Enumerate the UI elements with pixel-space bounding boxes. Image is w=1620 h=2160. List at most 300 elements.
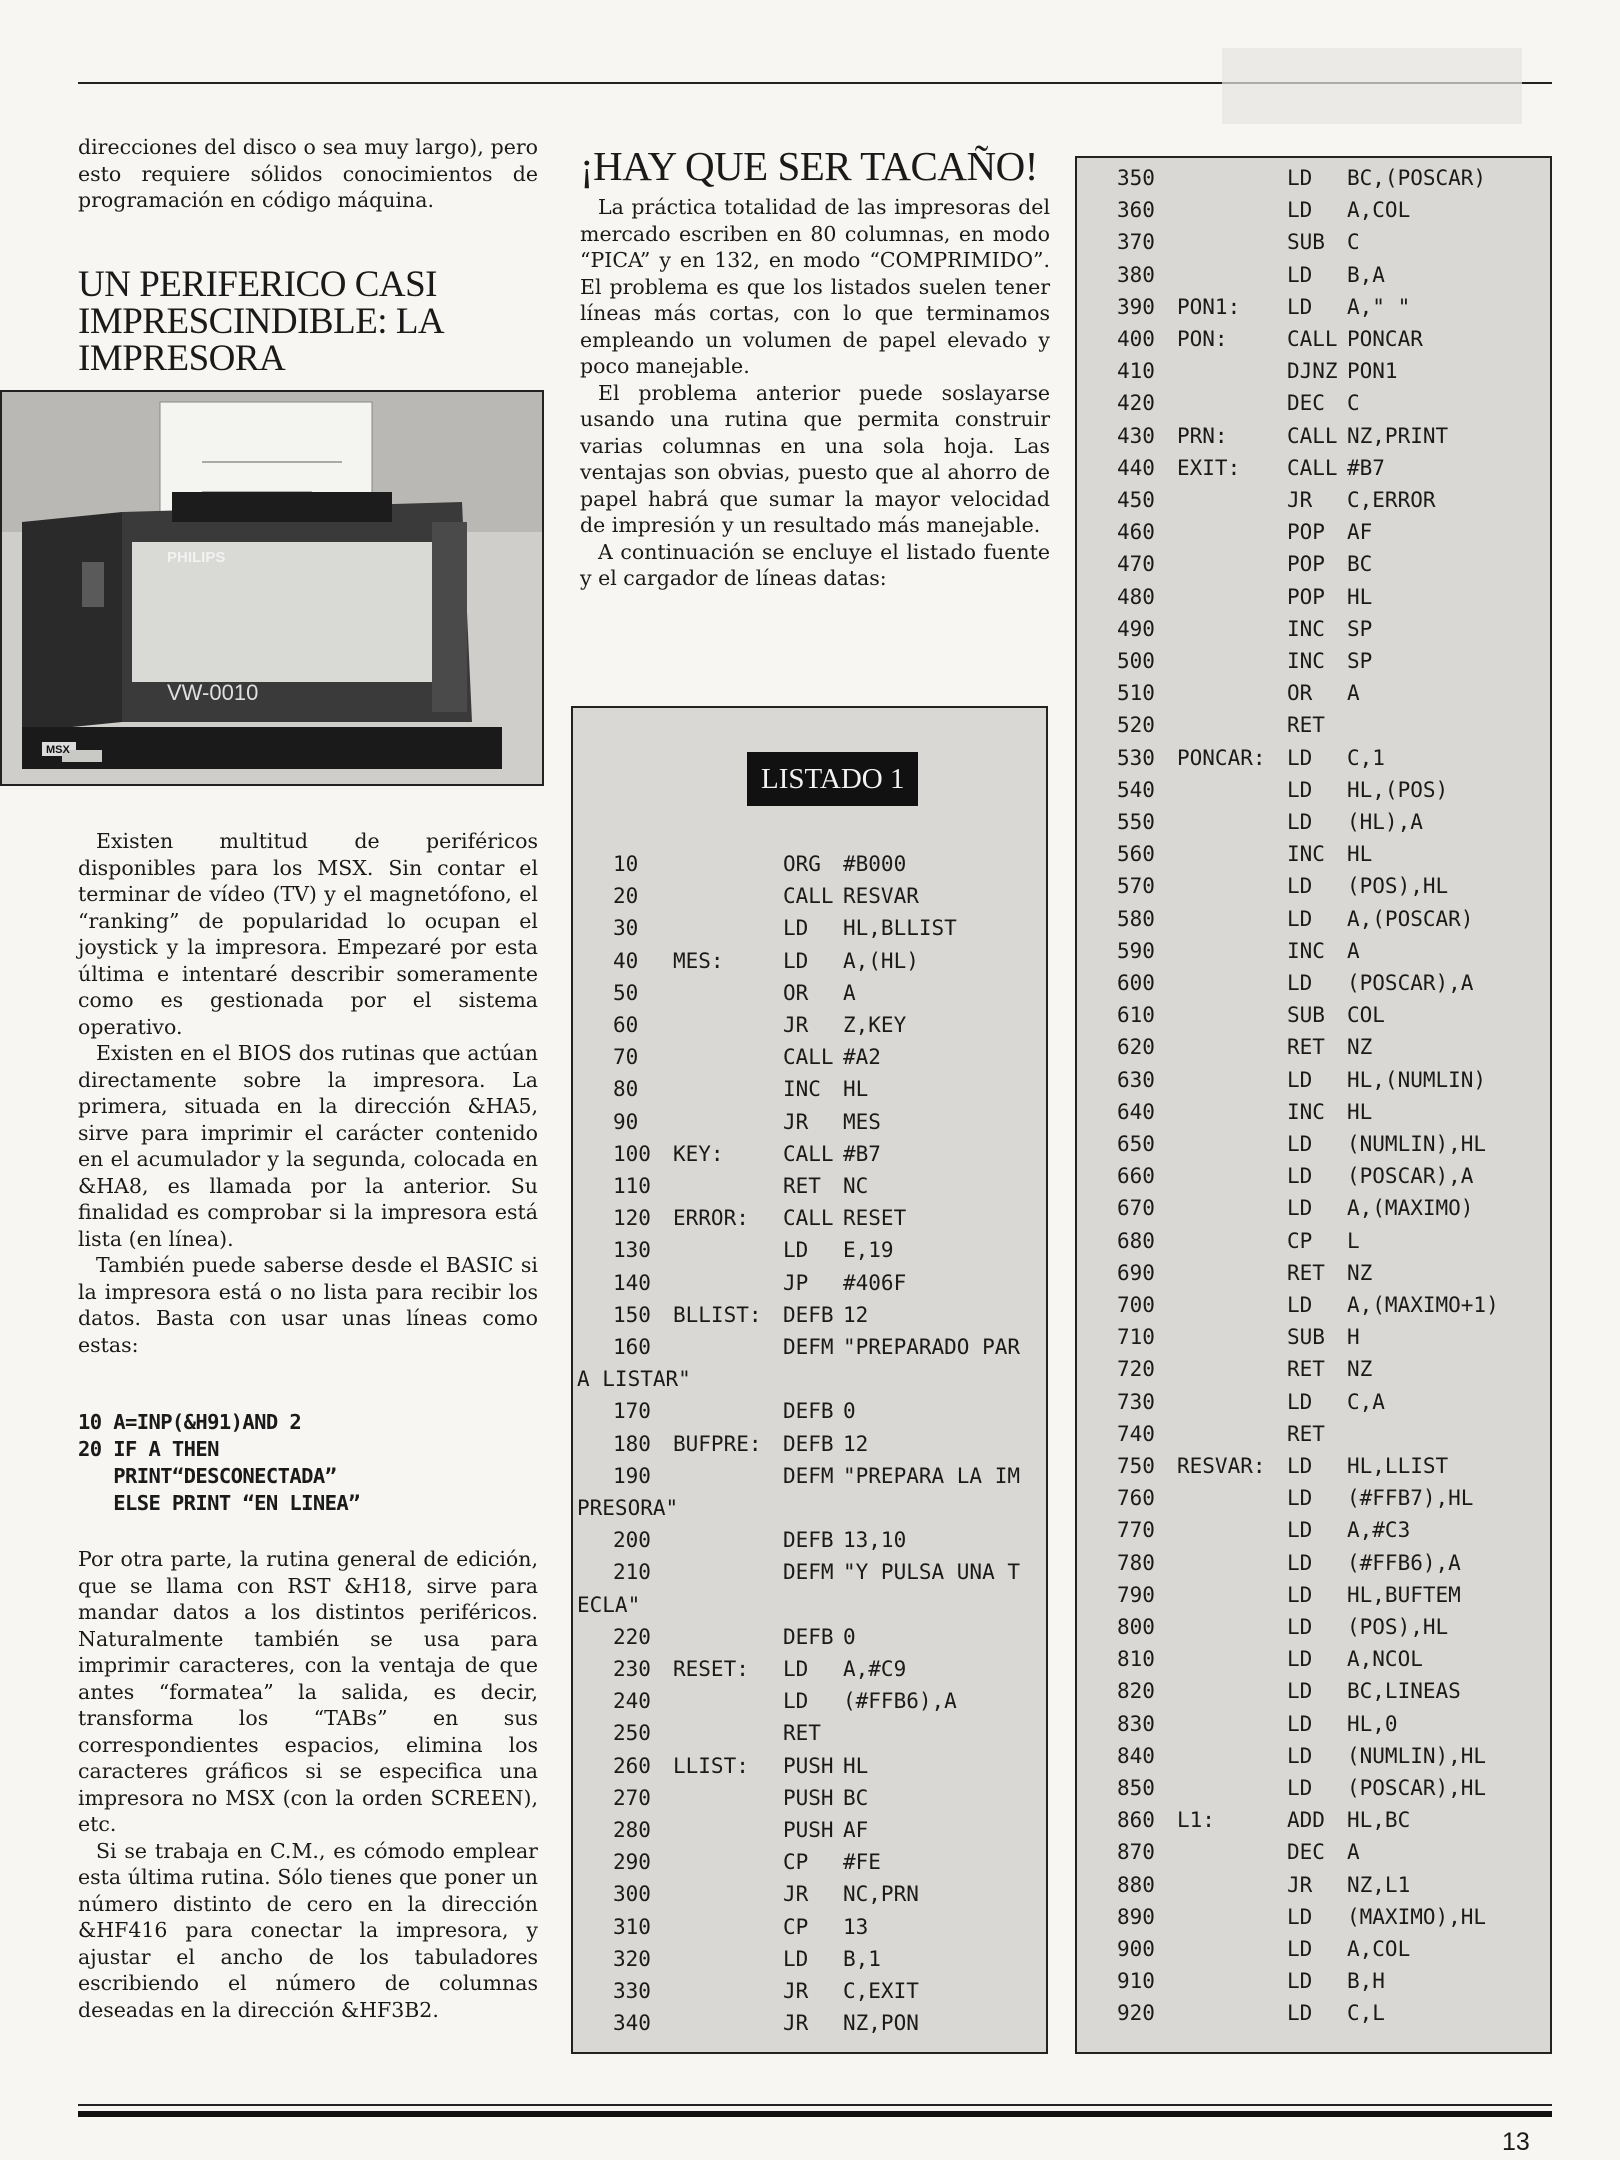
line-label: RESVAR: [1177,1454,1266,1478]
line-number: 680 [1117,1228,1155,1253]
line-number: 110 [613,1174,651,1198]
line-opcode: RET [1287,1421,1325,1446]
line-operand: A,(POSCAR) [1347,906,1474,931]
line-number: 750 [1117,1454,1155,1478]
code-listing-line [1077,967,1550,999]
line-operand: BC [843,1785,869,1810]
line-operand: 0 [843,1624,856,1649]
line-number: 910 [1117,1969,1155,1994]
line-label: KEY: [673,1141,724,1166]
line-opcode: LD [1287,1067,1313,1092]
code-listing-line [1077,1128,1550,1160]
line-number: 20 [613,884,639,909]
line-opcode: POP [1287,520,1325,545]
line-opcode: SUB [1287,1003,1325,1028]
code-listing-line [1077,1031,1550,1063]
line-operand: SP [1347,616,1373,641]
left-body-text [78,828,538,1358]
line-operand: C [1347,391,1360,416]
line-operand: C,ERROR [1347,488,1436,512]
line-operand: (#FFB6),A [1347,1550,1461,1575]
code-listing-line [573,1106,1046,1138]
line-opcode: CALL [783,1045,834,1070]
line-opcode: LD [783,916,809,941]
line-opcode: LD [783,1946,809,1971]
code-listing-line [573,1589,1046,1621]
line-opcode: CALL [1287,327,1338,351]
printer-model: VW-0010 [167,680,259,705]
line-operand: HL [1347,584,1373,609]
line-operand: C,EXIT [843,1979,919,2003]
section-tag-faded [1222,48,1522,124]
line-number: 830 [1117,1711,1155,1736]
line-operand: C [1347,230,1360,255]
line-opcode: ADD [1287,1808,1325,1833]
line-opcode: LD [1287,1969,1313,1994]
line-number: 450 [1117,488,1155,512]
code-listing-line [1077,742,1550,774]
code-listing-line [1077,194,1550,226]
line-number: 180 [613,1431,651,1456]
line-opcode: RET [1287,1260,1325,1285]
line-operand: 12 [843,1302,869,1327]
line-operand: 13 [843,1914,869,1939]
code-listing-line [573,1750,1046,1782]
line-opcode: INC [1287,616,1325,641]
body-paragraph: Existen en el BIOS dos rutinas que actúan directamente sobre la impresora. La primera, situada en la dirección &HA5, sirve para imprimir el carácter contenido en el acumulador y la segunda, colocada en &HA8, es llamada por la anterior. Su finalidad es comprobar si la impresora está lista (en línea). [78,1041,538,1251]
line-label: PON1: [1177,294,1241,319]
line-number: 320 [613,1946,651,1971]
line-number: 570 [1117,874,1155,899]
line-number: 920 [1117,2001,1155,2026]
line-opcode: ORG [783,852,821,876]
line-opcode: PUSH [783,1818,834,1842]
line-label: PRN: [1177,423,1228,448]
code-listing-line [1077,1965,1550,1997]
line-opcode: LD [1287,166,1313,190]
line-opcode: CALL [1287,455,1338,480]
code-listing-line [1077,838,1550,870]
code-listing-line [1077,1547,1550,1579]
line-opcode: RET [1287,1357,1325,1382]
line-operand: B,1 [843,1946,881,1971]
line-operand: A,(MAXIMO) [1347,1196,1474,1221]
line-number: A LISTAR" [577,1367,691,1392]
line-operand: L [1347,1228,1360,1253]
line-opcode: LD [1287,1711,1313,1736]
line-opcode: LD [1287,1132,1313,1156]
listing-title: LISTADO 1 [747,752,918,806]
line-opcode: DEFM [783,1560,834,1585]
line-number: 70 [613,1045,639,1070]
line-number: 890 [1117,1904,1155,1929]
code-listing-line [1077,452,1550,484]
code-listing-line [1077,1225,1550,1257]
line-operand: AF [1347,520,1373,545]
line-opcode: LD [1287,971,1313,995]
line-operand: BC [1347,552,1373,577]
code-listing-line [1077,1160,1550,1192]
line-number: 130 [613,1238,651,1263]
code-listing-line [573,1846,1046,1878]
code-listing-line [1077,516,1550,548]
code-listing-line [1077,1482,1550,1514]
line-opcode: DEFB [783,1624,834,1649]
line-opcode: DEFM [783,1463,834,1488]
line-number: 250 [613,1721,651,1746]
code-listing-line [573,1234,1046,1266]
line-number: 730 [1117,1389,1155,1414]
line-opcode: CALL [783,1206,834,1231]
line-number: 520 [1117,713,1155,738]
code-listing-line [573,1299,1046,1331]
line-number: 120 [613,1206,651,1231]
code-listing-line [1077,162,1550,194]
line-operand: SP [1347,649,1373,673]
line-operand: (NUMLIN),HL [1347,1132,1487,1156]
line-number: 220 [613,1624,651,1649]
line-number: 800 [1117,1615,1155,1639]
code-listing-line [1077,1064,1550,1096]
line-number: 200 [613,1528,651,1553]
code-listing-line [1077,1869,1550,1901]
code-listing-line [1077,1096,1550,1128]
code-listing-line [1077,774,1550,806]
listing-2-panel [1075,156,1552,2054]
code-listing-line [1077,645,1550,677]
line-opcode: DEFB [783,1399,834,1424]
line-operand: NZ [1347,1035,1373,1060]
line-opcode: LD [1287,198,1313,223]
basic-code-example [78,1409,538,1517]
line-operand: (POSCAR),A [1347,971,1474,995]
bottom-rule-thick [78,2111,1552,2117]
line-number: 430 [1117,423,1155,448]
intro-paragraph-block [78,134,538,214]
line-number: 540 [1117,777,1155,802]
line-number: 440 [1117,455,1155,480]
line-number: 720 [1117,1357,1155,1382]
line-number: 210 [613,1560,651,1585]
line-number: 390 [1117,294,1155,319]
line-number: 700 [1117,1293,1155,1317]
line-opcode: OR [783,980,809,1005]
line-number: 410 [1117,359,1155,384]
line-operand: NZ,PRINT [1347,423,1449,448]
line-number: 40 [613,948,639,973]
line-opcode: CP [1287,1228,1313,1253]
line-number: 190 [613,1463,651,1488]
code-listing-line [1077,355,1550,387]
code-listing-line [573,1267,1046,1299]
line-number: 630 [1117,1067,1155,1092]
line-opcode: INC [1287,938,1325,963]
line-operand: (MAXIMO),HL [1347,1904,1487,1929]
line-operand: (POSCAR),A [1347,1164,1474,1189]
line-number: 550 [1117,810,1155,834]
section-heading-tacano: ¡HAY QUE SER TACAÑO! [580,143,1038,189]
code-listing-line [573,848,1046,880]
code-listing-line [1077,1836,1550,1868]
line-operand: 13,10 [843,1528,907,1553]
code-listing-line [1077,709,1550,741]
line-number: ECLA" [577,1592,641,1617]
code-listing-line [1077,935,1550,967]
line-opcode: RET [1287,1035,1325,1060]
line-opcode: LD [1287,906,1313,931]
line-opcode: DJNZ [1287,359,1338,384]
line-label: L1: [1177,1808,1215,1833]
line-operand: HL,BUFTEM [1347,1582,1461,1607]
line-operand: HL [843,1077,869,1102]
code-listing-line [1077,226,1550,258]
page-number: 13 [1502,2128,1530,2156]
line-opcode: RET [1287,713,1325,738]
line-opcode: INC [1287,1099,1325,1124]
line-number: 30 [613,916,639,941]
line-opcode: LD [1287,294,1313,319]
line-number: 510 [1117,681,1155,706]
line-number: 300 [613,1882,651,1907]
body-paragraph: Por otra parte, la rutina general de edición, que se llama con RST &H18, sirve para mandar datos a los distintos periféricos. Naturalmente también se usa para imprimir caracteres, con la ventaja de que antes “formatea” la salida, es decir, transforma los “TABs” en sus correspondientes espacios, elimina los caracteres gráficos si se especifica una impresora no MSX (con la orden SCREEN), etc. [78,1547,538,1836]
line-number: 330 [613,1979,651,2003]
code-listing-line [573,1975,1046,2007]
line-operand: A,NCOL [1347,1647,1423,1672]
line-operand: HL,0 [1347,1711,1398,1736]
line-opcode: JR [1287,488,1313,512]
code-listing-line [1077,548,1550,580]
line-number: 780 [1117,1550,1155,1575]
code-listing-line [1077,903,1550,935]
code-listing-line [1077,1579,1550,1611]
line-number: 870 [1117,1840,1155,1865]
line-number: 230 [613,1657,651,1681]
line-opcode: LD [1287,1647,1313,1672]
line-opcode: DEFB [783,1302,834,1327]
line-operand: A,(HL) [843,948,919,973]
body-paragraph: La práctica totalidad de las impresoras del mercado escriben en 80 columnas, en modo “PICA” y en 132, en modo “COMPRIMIDO”. El problema es que los listados suelen tener líneas más cortas, con lo que terminamos empleando un volumen de papel elevado y poco manejable. [580,195,1050,378]
line-opcode: DEC [1287,1840,1325,1865]
line-opcode: JR [783,1882,809,1907]
line-opcode: LD [1287,1550,1313,1575]
line-opcode: LD [1287,1196,1313,1221]
line-number: 350 [1117,166,1155,190]
code-line: 20 IF A THEN [78,1437,219,1461]
line-operand: C,1 [1347,745,1385,770]
line-opcode: DEC [1287,391,1325,416]
line-opcode: LD [1287,1679,1313,1704]
code-line: 10 A=INP(&H91)AND 2 [78,1410,302,1434]
line-number: 590 [1117,938,1155,963]
line-label: BUFPRE: [673,1431,762,1456]
line-operand: NZ [1347,1357,1373,1382]
line-label: MES: [673,948,724,973]
code-listing-line [573,1170,1046,1202]
line-number: 480 [1117,584,1155,609]
code-listing-line [1077,1643,1550,1675]
line-number: 880 [1117,1872,1155,1897]
line-number: 690 [1117,1260,1155,1285]
line-operand: (POSCAR),HL [1347,1776,1487,1800]
line-operand: (POS),HL [1347,1615,1449,1639]
line-opcode: INC [1287,842,1325,867]
line-number: 290 [613,1850,651,1875]
line-operand: "PREPARA LA IM [843,1463,1021,1488]
code-listing-line [1077,1804,1550,1836]
line-number: PRESORA" [577,1496,679,1520]
code-listing-line [1077,806,1550,838]
line-operand: HL [843,1753,869,1778]
line-operand: C,L [1347,2001,1385,2026]
line-operand: HL,(NUMLIN) [1347,1067,1487,1092]
line-label: BLLIST: [673,1302,762,1327]
line-number: 80 [613,1077,639,1102]
line-operand: #B000 [843,852,907,876]
line-opcode: LD [783,1238,809,1263]
line-number: 10 [613,852,639,876]
line-operand: E,19 [843,1238,894,1263]
code-listing-line [573,880,1046,912]
line-opcode: LD [783,1689,809,1714]
line-operand: B,H [1347,1969,1385,1994]
line-opcode: CALL [783,1141,834,1166]
line-opcode: LD [1287,1937,1313,1961]
code-listing-line [573,977,1046,1009]
line-number: 260 [613,1753,651,1778]
line-number: 560 [1117,842,1155,867]
line-label: EXIT: [1177,455,1241,480]
line-number: 850 [1117,1776,1155,1800]
code-line: PRINT“DESCONECTADA” [78,1464,337,1488]
line-operand: HL,LLIST [1347,1454,1449,1478]
code-listing-line [1077,259,1550,291]
line-label: PONCAR: [1177,745,1266,770]
line-number: 840 [1117,1743,1155,1768]
line-opcode: POP [1287,584,1325,609]
code-listing-line [573,1621,1046,1653]
line-opcode: RET [783,1721,821,1746]
line-operand: 12 [843,1431,869,1456]
line-operand: A,(MAXIMO+1) [1347,1293,1499,1317]
line-number: 160 [613,1335,651,1359]
line-operand: NZ,L1 [1347,1872,1411,1897]
line-operand: H [1347,1325,1360,1350]
code-listing-line [573,1073,1046,1105]
line-opcode: LD [1287,1776,1313,1800]
line-operand: "PREPARADO PAR [843,1335,1021,1359]
code-listing-line [573,1878,1046,1910]
line-number: 820 [1117,1679,1155,1704]
line-opcode: DEFB [783,1431,834,1456]
line-label: RESET: [673,1657,749,1681]
line-opcode: LD [1287,1615,1313,1639]
line-operand: HL,BC [1347,1808,1411,1833]
code-listing-line [1077,1901,1550,1933]
line-number: 380 [1117,262,1155,287]
line-opcode: CP [783,1914,809,1939]
line-operand: HL,BLLIST [843,916,957,941]
line-opcode: LD [1287,745,1313,770]
body-paragraph: El problema anterior puede soslayarse usando una rutina que permita construir varias columnas en una sola hoja. Las ventajas son obvias, puesto que al ahorro de papel habrá que sumar la mayor velocidad de impresión y un resultado más manejable. [580,380,1050,537]
code-listing-line [1077,484,1550,516]
code-listing-line [1077,291,1550,323]
line-opcode: LD [1287,1454,1313,1478]
code-listing-line [573,1685,1046,1717]
line-operand: A," " [1347,294,1411,319]
code-listing-line [1077,613,1550,645]
line-number: 360 [1117,198,1155,223]
line-opcode: POP [1287,552,1325,577]
line-operand: A,#C3 [1347,1518,1411,1543]
line-operand: COL [1347,1003,1385,1028]
code-listing-line [1077,677,1550,709]
body-paragraph: Si se trabaja en C.M., es cómodo emplear esta última rutina. Sólo tienes que poner un número distinto de cero en la dirección &HF416 para conectar la impresora, y ajustar el ancho de los tabuladores escribiendo el número de columnas deseadas en la dirección &HF3B2. [78,1838,538,2022]
line-number: 340 [613,2011,651,2036]
line-opcode: JR [1287,1872,1313,1897]
line-opcode: JR [783,1979,809,2003]
line-operand: A [1347,1840,1360,1865]
line-operand: NZ [1347,1260,1373,1285]
line-operand: (POS),HL [1347,874,1449,899]
line-number: 370 [1117,230,1155,255]
line-number: 610 [1117,1003,1155,1028]
line-opcode: SUB [1287,1325,1325,1350]
code-listing-line [573,1009,1046,1041]
line-operand: 0 [843,1399,856,1424]
code-listing-line [1077,387,1550,419]
line-opcode: JR [783,1013,809,1037]
line-operand: RESVAR [843,884,919,909]
code-listing-line [1077,1675,1550,1707]
printer-brand: PHILIPS [167,549,226,566]
listing-1-panel [571,706,1048,2054]
line-operand: (NUMLIN),HL [1347,1743,1487,1768]
line-opcode: LD [1287,262,1313,287]
line-operand: #B7 [1347,455,1385,480]
code-listing-line [573,945,1046,977]
line-label: PON: [1177,327,1228,351]
line-opcode: RET [783,1174,821,1198]
line-number: 400 [1117,327,1155,351]
line-opcode: DEFB [783,1528,834,1553]
line-operand: #A2 [843,1045,881,1070]
line-opcode: PUSH [783,1753,834,1778]
line-number: 470 [1117,552,1155,577]
line-number: 790 [1117,1582,1155,1607]
line-opcode: LD [1287,1743,1313,1768]
line-number: 900 [1117,1937,1155,1961]
code-listing-line [1077,1418,1550,1450]
line-number: 310 [613,1914,651,1939]
line-opcode: LD [1287,2001,1313,2026]
code-listing-line [573,1460,1046,1492]
line-operand: #B7 [843,1141,881,1166]
code-listing-line [573,1202,1046,1234]
line-operand: A,#C9 [843,1657,907,1681]
line-number: 650 [1117,1132,1155,1156]
line-operand: #406F [843,1270,907,1295]
line-number: 460 [1117,520,1155,545]
intro-paragraph: direcciones del disco o sea muy largo), pero esto requiere sólidos conocimientos de programación en código máquina. [78,135,538,212]
code-listing-line [573,1395,1046,1427]
line-operand: HL [1347,1099,1373,1124]
line-operand: (HL),A [1347,810,1423,834]
line-number: 420 [1117,391,1155,416]
code-listing-line [573,2007,1046,2039]
line-operand: HL [1347,842,1373,867]
code-listing-line [573,912,1046,944]
line-number: 150 [613,1302,651,1327]
